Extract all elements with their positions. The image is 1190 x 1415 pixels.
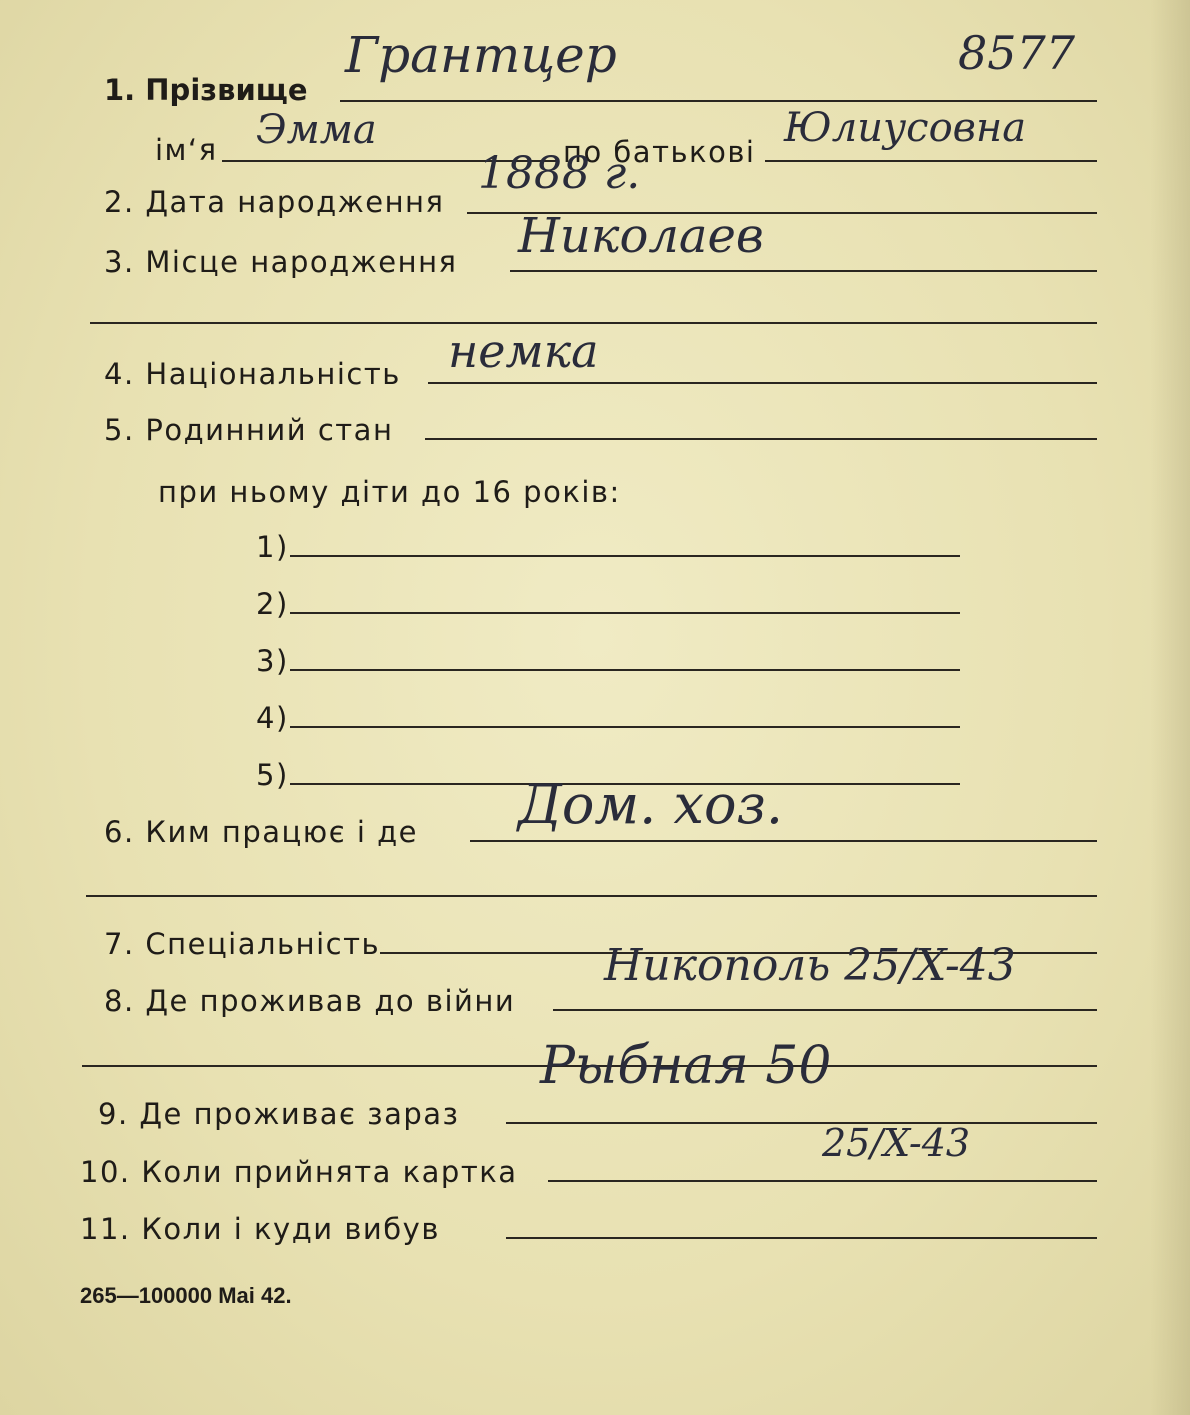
birth-place-line: [510, 270, 1097, 272]
card-date-handwritten: 25/X-43: [822, 1121, 971, 1165]
specialty-label: 7. Спеціальність: [104, 927, 381, 961]
child-1-label: 1): [256, 530, 289, 564]
patronymic-label: по батькові: [563, 135, 756, 169]
child-4-line: [290, 726, 960, 728]
children-label: при ньому діти до 16 років:: [158, 475, 621, 509]
work-label: 6. Ким працює і де: [104, 815, 419, 849]
nationality-label: 4. Національність: [104, 357, 401, 391]
prewar-line: [553, 1009, 1097, 1011]
child-1-line: [290, 555, 960, 557]
name-label: ім‘я: [155, 133, 218, 167]
card-label: 10. Коли прийнята картка: [80, 1155, 518, 1189]
current-label: 9. Де проживає зараз: [98, 1097, 460, 1131]
current-line: [506, 1122, 1097, 1124]
birth-date-handwritten: 1888 г.: [478, 148, 641, 199]
print-code: 265—100000 Mai 42.: [80, 1283, 292, 1308]
nationality-line: [428, 382, 1097, 384]
departure-line: [506, 1237, 1097, 1239]
child-5-label: 5): [256, 758, 289, 792]
child-3-label: 3): [256, 644, 289, 678]
child-2-line: [290, 612, 960, 614]
child-2-label: 2): [256, 587, 289, 621]
birth-place-label: 3. Місце народження: [104, 245, 458, 279]
marital-line: [425, 438, 1097, 440]
child-4-label: 4): [256, 701, 289, 735]
name-handwritten: Эмма: [256, 107, 377, 153]
patronymic-line: [765, 160, 1097, 162]
work-line: [470, 840, 1097, 842]
child-3-line: [290, 669, 960, 671]
work-extra-line: [86, 895, 1097, 897]
departure-label: 11. Коли і куди вибув: [80, 1212, 440, 1246]
work-handwritten: Дом. хоз.: [518, 773, 784, 836]
current-handwritten: Рыбная 50: [540, 1036, 832, 1096]
card-line: [548, 1180, 1097, 1182]
marital-label: 5. Родинний стан: [104, 413, 394, 447]
prewar-handwritten: Никополь 25/X-43: [604, 940, 1016, 991]
birth-place-handwritten: Николаев: [518, 208, 764, 264]
prewar-label: 8. Де проживав до війни: [104, 984, 516, 1018]
card-number-handwritten: 8577: [958, 26, 1076, 80]
surname-label: 1. Прізвище: [104, 73, 308, 107]
nationality-handwritten: немка: [448, 324, 599, 378]
surname-handwritten: Грантцер: [345, 26, 617, 84]
surname-line: [340, 100, 1097, 102]
patronymic-handwritten: Юлиусовна: [784, 105, 1027, 151]
paper-edge-shadow: [1150, 0, 1190, 1415]
birth-date-label: 2. Дата народження: [104, 185, 445, 219]
